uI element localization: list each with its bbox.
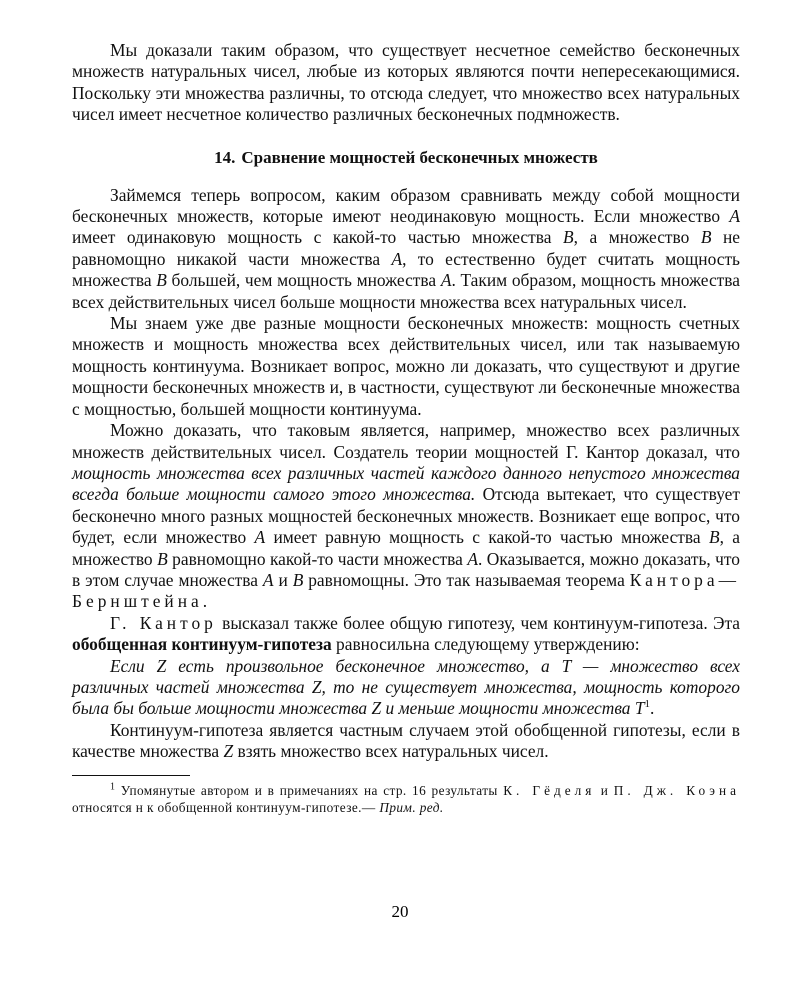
paragraph-generalized-hypothesis: Г. Кантор высказал также более общую гипотезу, чем континуум-гипотеза. Эта обобщенная континуум-гипотеза равносильна следующему утверждению: [72,612,740,655]
paragraph-comparison: Займемся теперь вопросом, каким образом сравнивать между собой мощности бесконечных множеств, которые имеют неодинаковую мощность. Если множество A имеет одинаковую мощность с какой-то частью множества B, а множество B не равномощно никакой части множества A, то естественно будет считать мощность множества B большей, чем мощность множества A. Таким образом, мощность множества всех действительных чисел больше мощности множества всех натуральных чисел. [72,184,740,312]
paragraph-conclusion: Континуум-гипотеза является частным случаем этой обобщенной гипотезы, если в качестве множества Z взять множество всех натуральных чисел. [72,719,740,762]
intro-paragraph: Мы доказали таким образом, что существует несчетное семейство бесконечных множеств натуральных чисел, любые из которых являются почти непересекающимися. Поскольку эти множества различны, то отсюда следует, что множество всех натуральных чисел имеет несчетное количество различных бесконечных подмножеств. [72,40,740,125]
footnote: $^1$ Упомянутые автором и в примечаниях на стр. 16 результаты К. Гёделя и П. Дж. Коэна относятся н к обобщенной континуум-гипотезе.— Прим. ред. [72,781,740,815]
author-name: Г. Кантор [110,612,217,633]
editor-note: Прим. ред. [379,799,444,815]
section-number: 14. [214,147,236,167]
footnote-reference[interactable]: 1 [644,698,650,711]
footnote-divider [72,775,190,776]
cohen-name: П. Дж. Коэна [613,782,740,798]
footnote-mark: 1 [110,781,116,793]
page-number: 20 [391,902,409,921]
paragraph-cantor-theorem: Можно доказать, что таковым является, например, множество всех различных множеств действительных чисел. Создатель теории мощностей Г. Кантор доказал, что мощность множества всех различных частей каждого данного непустого множества всегда больше мощности самого этого множества. Отсюда вытекает, что существует бесконечно много разных мощностей бесконечных множеств. Возникает еще вопрос, что будет, если множество A имеет равную мощность с какой-то частью множества B, а множество B равномощно какой-то части множества A. Оказывается, можно доказать, что в этом случае множества A и B равномощны. Это так называемая теорема Кантора—Бернштейна. [72,420,740,612]
theorem-name: Кантора—Бернштейна [72,569,740,612]
section-heading [72,148,740,168]
page-body [72,40,740,816]
paragraph-two-powers: Мы знаем уже две разные мощности бесконечных множеств: мощность счетных множеств и мощность множества всех действительных чисел, или так называемую мощность континуума. Возникает вопрос, можно ли доказать, что существуют и другие мощности бесконечных множеств и, в частности, существуют ли бесконечные множества с мощностью, большей мощности континуума. [72,313,740,419]
bold-term: обобщенная континуум-гипотеза [72,634,332,655]
paragraph-statement: Если Z есть произвольное бесконечное множество, а T — множество всех различных частей множества Z, то не существует множества, мощность которого была бы больше мощности множества Z и меньше мощности множества $T^1$. [72,655,741,719]
goedel-name: К. Гёделя [503,782,596,798]
section-title: Сравнение мощностей бесконечных множеств [241,147,598,167]
cantor-theorem-statement: мощность множества всех различных частей каждого данного непустого множества всегда больше мощности самого этого множества. [72,462,740,505]
